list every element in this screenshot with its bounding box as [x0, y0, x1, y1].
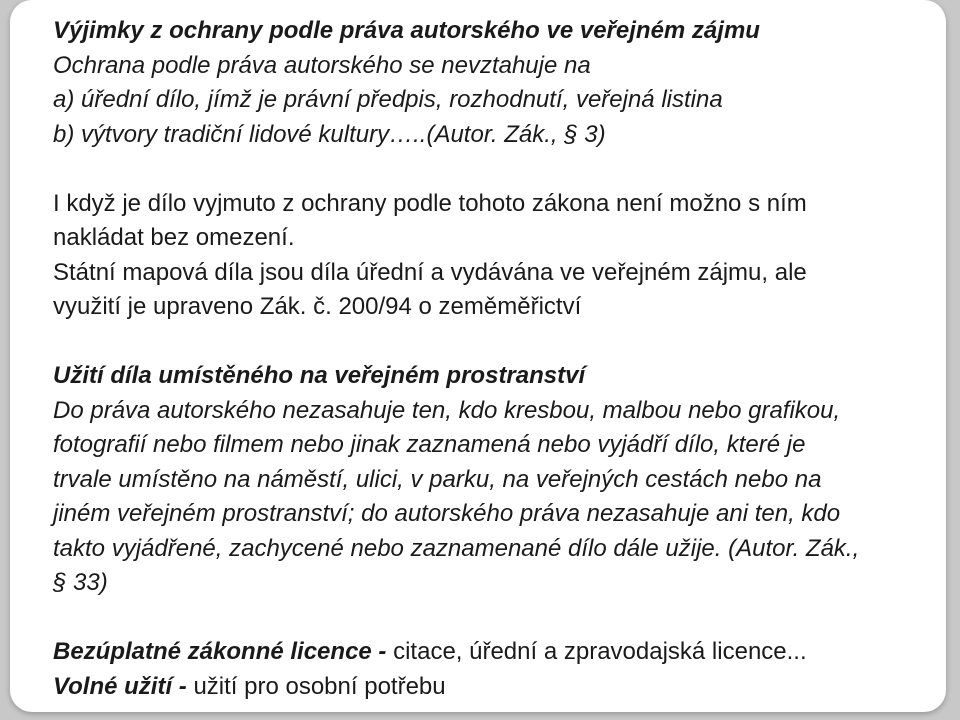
text-line: Státní mapová díla jsou díla úřední a vydávána ve veřejném zájmu, ale — [53, 258, 807, 286]
slide — [10, 0, 946, 712]
text-line: jiném veřejném prostranství; do autorského práva nezasahuje ani ten, kdo — [53, 500, 841, 527]
spacer — [53, 601, 933, 636]
text-line: b) výtvory tradiční lidové kultury…..(Autor. Zák., § 3) — [53, 120, 606, 148]
text-line: I když je dílo vyjmuto z ochrany podle tohoto zákona není možno s ním — [53, 189, 807, 217]
slide-content — [53, 14, 933, 704]
term-description: citace, úřední a zpravodajská licence... — [386, 638, 807, 665]
text-line: nakládat bez omezení. — [53, 224, 295, 251]
term-free-use: Volné užití - — [53, 672, 187, 700]
section-heading-public-space: Užití díla umístěného na veřejném prostranství — [53, 362, 586, 389]
text-line: fotografií nebo filmem nebo jinak zaznamená nebo vyjádří dílo, které je — [53, 431, 806, 458]
spacer — [53, 152, 933, 187]
spacer — [53, 325, 933, 360]
licence-line — [53, 635, 933, 670]
text-line: takto vyjádřené, zachycené nebo zaznamenané dílo dále užije. (Autor. Zák., — [53, 534, 860, 562]
text-line: trvale umístěno na náměstí, ulici, v parku, na veřejných cestách nebo na — [53, 465, 822, 493]
text-line: a) úřední dílo, jímž je právní předpis, rozhodnutí, veřejná listina — [53, 86, 723, 113]
free-use-line — [53, 670, 933, 705]
text-line: využití je upraveno Zák. č. 200/94 o zeměměřictví — [53, 293, 582, 320]
term-free-statutory-licences: Bezúplatné zákonné licence - — [53, 638, 387, 665]
text-line: Ochrana podle práva autorského se nevztahuje na — [53, 51, 591, 79]
text-line: § 33) — [53, 569, 108, 596]
term-description: užití pro osobní potřebu — [186, 672, 446, 700]
text-line: Do práva autorského nezasahuje ten, kdo kresbou, malbou nebo grafikou, — [53, 396, 841, 424]
section-heading-exceptions: Výjimky z ochrany podle práva autorského ve veřejném zájmu — [53, 17, 760, 44]
